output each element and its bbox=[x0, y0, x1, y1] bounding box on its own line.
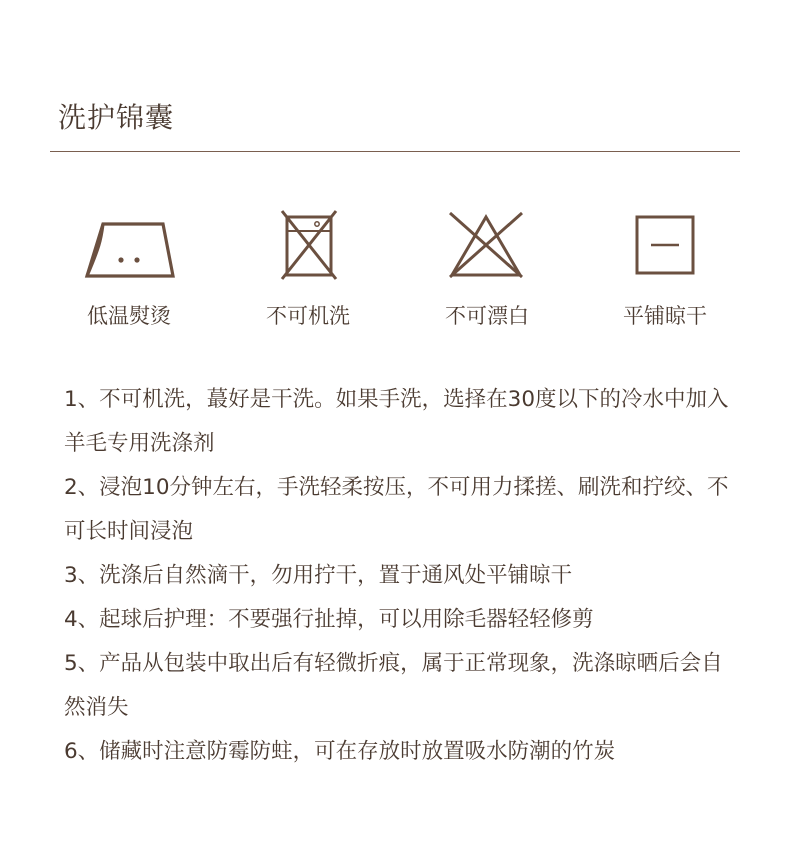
instruction-item: 5、产品从包装中取出后有轻微折痕，属于正常现象，洗涤晾晒后会自然消失 bbox=[64, 651, 723, 720]
instruction-item: 3、洗涤后自然滴干，勿用拧干，置于通风处平铺晾干 bbox=[64, 563, 573, 588]
instruction-item: 4、起球后护理：不要强行扯掉，可以用除毛器轻轻修剪 bbox=[64, 607, 594, 632]
title-divider bbox=[50, 151, 740, 152]
care-label-iron: 低温熨烫 bbox=[87, 304, 171, 328]
care-label-no-bleach: 不可漂白 bbox=[445, 304, 529, 328]
care-instructions bbox=[64, 378, 734, 774]
instruction-item: 1、不可机洗，蕞好是干洗。如果手洗，选择在30度以下的冷水中加入羊毛专用洗涤剂 bbox=[64, 387, 729, 456]
instruction-item: 6、储藏时注意防霉防蛀，可在存放时放置吸水防潮的竹炭 bbox=[64, 739, 616, 764]
dry-flat-icon bbox=[610, 205, 720, 285]
no-bleach-icon bbox=[431, 205, 541, 285]
iron-low-heat-icon bbox=[74, 205, 184, 285]
care-label-dry-flat: 平铺晾干 bbox=[623, 304, 707, 328]
instruction-item: 2、浸泡10分钟左右，手洗轻柔按压，不可用力揉搓、刷洗和拧绞、不可长时间浸泡 bbox=[64, 475, 729, 544]
care-label-no-machine-wash: 不可机洗 bbox=[266, 304, 350, 328]
no-machine-wash-icon bbox=[254, 205, 364, 285]
page-title: 洗护锦囊 bbox=[58, 101, 175, 134]
